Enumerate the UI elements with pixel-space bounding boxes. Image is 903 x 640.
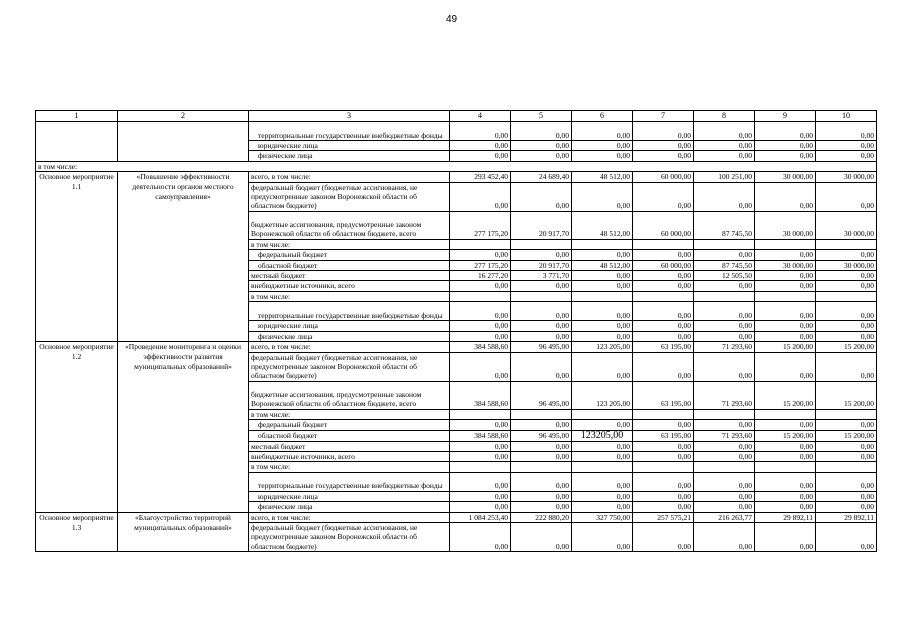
amount-cell: 71 293,60: [694, 381, 755, 409]
amount-cell: 0,00: [572, 491, 633, 501]
measure-name: «Благоустройство территорий муниципальных образований»: [118, 512, 249, 552]
funding-source-label: внебюджетные источники, всего: [249, 451, 450, 461]
amount-cell: 0,00: [633, 331, 694, 341]
amount-cell: 30 000,00: [816, 172, 877, 182]
amount-cell-empty: [694, 291, 755, 301]
funding-source-label: всего, в том числе:: [249, 512, 450, 522]
amount-cell: 0,00: [633, 281, 694, 291]
amount-cell: 0,00: [816, 451, 877, 461]
amount-cell: 0,00: [816, 472, 877, 491]
amount-cell: 0,00: [694, 472, 755, 491]
amount-cell: 0,00: [450, 522, 511, 551]
table-header-row: [36, 111, 877, 122]
column-header-5: 5: [511, 111, 572, 122]
amount-cell: 0,00: [816, 281, 877, 291]
table-body: [36, 111, 877, 552]
amount-cell: 0,00: [633, 522, 694, 551]
amount-cell: 0,00: [755, 141, 816, 151]
amount-cell: 0,00: [694, 441, 755, 451]
table-row: [36, 172, 877, 182]
amount-cell-empty: [816, 239, 877, 249]
amount-cell: 0,00: [450, 441, 511, 451]
amount-cell: 100 251,00: [694, 172, 755, 182]
amount-cell: 0,00: [694, 502, 755, 512]
amount-cell-empty: [694, 462, 755, 472]
amount-cell: 71 293,60: [694, 430, 755, 441]
funding-source-label: бюджетные ассигнования, предусмотренные законом Воронежской области об областном бюджете, всего: [249, 211, 450, 239]
amount-cell: 0,00: [511, 502, 572, 512]
column-header-8: 8: [694, 111, 755, 122]
funding-source-label: территориальные государственные внебюджетные фонды: [249, 122, 450, 141]
funding-source-label: юридические лица: [249, 321, 450, 331]
amount-cell-empty: [633, 409, 694, 419]
amount-cell: 277 175,20: [450, 260, 511, 270]
amount-cell: 0,00: [633, 250, 694, 260]
amount-cell: 0,00: [816, 321, 877, 331]
amount-cell-empty: [511, 409, 572, 419]
amount-cell: 20 917,70: [511, 260, 572, 270]
funding-source-label: в том числе:: [249, 239, 450, 249]
amount-cell: 0,00: [816, 271, 877, 281]
amount-cell: 0,00: [755, 441, 816, 451]
amount-cell: 60 000,00: [633, 172, 694, 182]
funding-source-label: в том числе:: [249, 409, 450, 419]
amount-cell: 0,00: [816, 502, 877, 512]
amount-cell: 0,00: [572, 420, 633, 430]
table-row: [36, 342, 877, 352]
funding-source-label: всего, в том числе:: [249, 342, 450, 352]
amount-cell: 0,00: [450, 420, 511, 430]
table-row: [36, 122, 877, 141]
amount-cell: 0,00: [816, 250, 877, 260]
measure-code: Основное мероприятие 1.1: [36, 172, 118, 342]
amount-cell-empty: [694, 409, 755, 419]
amount-cell: 123205,00: [572, 430, 633, 441]
amount-cell: 29 892,11: [816, 512, 877, 522]
amount-cell-empty: [755, 462, 816, 472]
amount-cell: 0,00: [816, 122, 877, 141]
amount-cell: 0,00: [450, 502, 511, 512]
amount-cell: 0,00: [755, 502, 816, 512]
amount-cell: 20 917,70: [511, 211, 572, 239]
measure-name-continued: [118, 122, 249, 162]
amount-cell: 0,00: [450, 472, 511, 491]
amount-cell: 0,00: [694, 151, 755, 161]
amount-cell: 0,00: [694, 182, 755, 211]
funding-source-label: областной бюджет: [249, 260, 450, 270]
amount-cell: 0,00: [572, 141, 633, 151]
funding-source-label: федеральный бюджет (бюджетные ассигнования, не предусмотренные законом Воронежской области об областном бюджете): [249, 522, 450, 551]
amount-cell: 277 175,20: [450, 211, 511, 239]
amount-cell: 0,00: [816, 182, 877, 211]
amount-cell-empty: [511, 239, 572, 249]
amount-cell: 0,00: [816, 491, 877, 501]
amount-cell: 96 495,00: [511, 430, 572, 441]
amount-cell: 24 689,40: [511, 172, 572, 182]
amount-cell: 0,00: [755, 122, 816, 141]
amount-cell: 0,00: [694, 420, 755, 430]
amount-cell: 0,00: [511, 302, 572, 321]
amount-cell: 0,00: [633, 271, 694, 281]
amount-cell: 0,00: [572, 281, 633, 291]
amount-cell: 0,00: [633, 491, 694, 501]
amount-cell: 0,00: [450, 302, 511, 321]
amount-cell: 15 200,00: [816, 381, 877, 409]
page-number: 49: [445, 14, 458, 25]
amount-cell: 0,00: [694, 122, 755, 141]
amount-cell: 0,00: [816, 420, 877, 430]
amount-cell: 87 745,50: [694, 260, 755, 270]
amount-cell: 0,00: [450, 250, 511, 260]
amount-cell: 257 575,21: [633, 512, 694, 522]
amount-cell: 48 512,00: [572, 172, 633, 182]
amount-cell: 0,00: [450, 151, 511, 161]
funding-source-label: федеральный бюджет (бюджетные ассигнования, не предусмотренные законом Воронежской области об областном бюджете): [249, 182, 450, 211]
amount-cell: 0,00: [755, 472, 816, 491]
amount-cell: 15 200,00: [755, 430, 816, 441]
amount-cell-empty: [816, 291, 877, 301]
amount-cell: 0,00: [633, 451, 694, 461]
amount-cell: 0,00: [511, 151, 572, 161]
amount-cell: 0,00: [755, 321, 816, 331]
amount-cell-empty: [755, 409, 816, 419]
funding-source-label: юридические лица: [249, 141, 450, 151]
funding-source-label: местный бюджет: [249, 441, 450, 451]
amount-cell: 0,00: [511, 141, 572, 151]
funding-source-label: территориальные государственные внебюджетные фонды: [249, 472, 450, 491]
amount-cell-empty: [755, 291, 816, 301]
amount-cell: 0,00: [694, 250, 755, 260]
amount-cell: 0,00: [511, 491, 572, 501]
amount-cell: 0,00: [450, 122, 511, 141]
amount-cell: 0,00: [511, 451, 572, 461]
amount-cell: 384 588,60: [450, 430, 511, 441]
amount-cell: 15 200,00: [816, 430, 877, 441]
amount-cell: 0,00: [755, 182, 816, 211]
funding-source-label: внебюджетные источники, всего: [249, 281, 450, 291]
column-header-7: 7: [633, 111, 694, 122]
budget-table-container: [35, 110, 877, 552]
column-header-3: 3: [249, 111, 450, 122]
amount-cell-empty: [694, 239, 755, 249]
amount-cell: 60 000,00: [633, 260, 694, 270]
table-row: [36, 161, 877, 171]
amount-cell: 0,00: [511, 522, 572, 551]
amount-cell: 0,00: [694, 321, 755, 331]
measure-name: «Повышение эффективности деятельности органов местного самоуправления»: [118, 172, 249, 342]
funding-source-label: физические лица: [249, 502, 450, 512]
amount-cell: 0,00: [633, 182, 694, 211]
amount-cell: 3 771,70: [511, 271, 572, 281]
amount-cell: 63 195,00: [633, 381, 694, 409]
amount-cell: 0,00: [572, 502, 633, 512]
funding-source-label: федеральный бюджет (бюджетные ассигнования, не предусмотренные законом Воронежской области об областном бюджете): [249, 352, 450, 381]
funding-source-label: юридические лица: [249, 491, 450, 501]
amount-cell: 0,00: [572, 250, 633, 260]
amount-cell: 0,00: [633, 141, 694, 151]
amount-cell: 0,00: [633, 151, 694, 161]
amount-cell: 0,00: [572, 352, 633, 381]
amount-cell: 0,00: [694, 451, 755, 461]
amount-cell: 0,00: [511, 331, 572, 341]
amount-cell: 0,00: [694, 522, 755, 551]
amount-cell: 48 512,00: [572, 260, 633, 270]
table-row: [36, 512, 877, 522]
amount-cell: 0,00: [755, 271, 816, 281]
amount-cell-empty: [755, 239, 816, 249]
amount-cell: 63 195,00: [633, 430, 694, 441]
amount-cell: 0,00: [694, 352, 755, 381]
amount-cell: 30 000,00: [755, 211, 816, 239]
amount-cell: 0,00: [633, 321, 694, 331]
amount-cell: 12 505,50: [694, 271, 755, 281]
amount-cell: 0,00: [450, 182, 511, 211]
amount-cell-empty: [633, 291, 694, 301]
amount-cell: 0,00: [816, 302, 877, 321]
amount-cell-empty: [816, 462, 877, 472]
amount-cell: 0,00: [572, 441, 633, 451]
amount-cell: 0,00: [755, 491, 816, 501]
column-header-9: 9: [755, 111, 816, 122]
amount-cell: 0,00: [450, 451, 511, 461]
amount-cell-empty: [450, 291, 511, 301]
amount-cell: 123 205,00: [572, 342, 633, 352]
amount-cell: 0,00: [572, 271, 633, 281]
amount-cell: 0,00: [633, 472, 694, 491]
amount-cell: 0,00: [511, 420, 572, 430]
funding-source-label: в том числе:: [249, 462, 450, 472]
amount-cell: 123 205,00: [572, 381, 633, 409]
amount-cell: 0,00: [572, 522, 633, 551]
amount-cell: 0,00: [816, 441, 877, 451]
amount-cell: 0,00: [694, 331, 755, 341]
amount-cell: 15 200,00: [755, 342, 816, 352]
amount-cell-empty: [572, 239, 633, 249]
amount-cell: 0,00: [755, 331, 816, 341]
column-header-10: 10: [816, 111, 877, 122]
amount-cell-empty: [450, 239, 511, 249]
amount-cell: 0,00: [694, 302, 755, 321]
amount-cell: 0,00: [572, 321, 633, 331]
amount-cell-empty: [816, 409, 877, 419]
funding-source-label: федеральный бюджет: [249, 420, 450, 430]
amount-cell: 0,00: [511, 122, 572, 141]
amount-cell-empty: [633, 239, 694, 249]
measure-code: Основное мероприятие 1.2: [36, 342, 118, 512]
amount-cell: 0,00: [511, 182, 572, 211]
amount-cell: 0,00: [511, 281, 572, 291]
amount-cell: 0,00: [572, 472, 633, 491]
column-header-4: 4: [450, 111, 511, 122]
amount-cell: 222 880,20: [511, 512, 572, 522]
amount-cell-empty: [450, 462, 511, 472]
amount-cell: 0,00: [450, 281, 511, 291]
amount-cell: 0,00: [755, 250, 816, 260]
amount-cell: 16 277,20: [450, 271, 511, 281]
amount-cell: 63 195,00: [633, 342, 694, 352]
amount-cell: 0,00: [450, 352, 511, 381]
amount-cell: 0,00: [572, 151, 633, 161]
amount-cell: 0,00: [511, 472, 572, 491]
amount-cell: 1 084 253,40: [450, 512, 511, 522]
amount-cell: 216 263,77: [694, 512, 755, 522]
amount-cell: 0,00: [755, 151, 816, 161]
amount-cell: 30 000,00: [755, 172, 816, 182]
amount-cell: 0,00: [633, 441, 694, 451]
funding-source-label: местный бюджет: [249, 271, 450, 281]
measure-name: «Проведение мониторинга и оценки эффективности развития муниципальных образований»: [118, 342, 249, 512]
amount-cell: 71 293,60: [694, 342, 755, 352]
amount-cell-empty: [450, 409, 511, 419]
amount-cell-empty: [633, 462, 694, 472]
funding-source-label: в том числе:: [249, 291, 450, 301]
amount-cell: 0,00: [755, 522, 816, 551]
column-header-2: 2: [118, 111, 249, 122]
amount-cell: 87 745,50: [694, 211, 755, 239]
amount-cell: 48 512,00: [572, 211, 633, 239]
amount-cell: 384 588,60: [450, 342, 511, 352]
amount-cell: 0,00: [572, 302, 633, 321]
amount-cell: 29 892,11: [755, 512, 816, 522]
amount-cell: 0,00: [633, 352, 694, 381]
measure-code: Основное мероприятие 1.3: [36, 512, 118, 552]
amount-cell: 0,00: [511, 352, 572, 381]
amount-cell: 0,00: [450, 491, 511, 501]
amount-cell: 0,00: [816, 331, 877, 341]
amount-cell: 0,00: [755, 420, 816, 430]
amount-cell: 0,00: [572, 451, 633, 461]
funding-source-label: бюджетные ассигнования, предусмотренные законом Воронежской области об областном бюджете, всего: [249, 381, 450, 409]
amount-cell: 0,00: [694, 281, 755, 291]
amount-cell: 0,00: [755, 451, 816, 461]
column-header-6: 6: [572, 111, 633, 122]
funding-source-label: всего, в том числе:: [249, 172, 450, 182]
amount-cell: 0,00: [694, 141, 755, 151]
amount-cell: 0,00: [572, 331, 633, 341]
amount-cell: 30 000,00: [755, 260, 816, 270]
amount-cell: 384 588,60: [450, 381, 511, 409]
amount-cell: 0,00: [755, 302, 816, 321]
measure-code-continued: [36, 122, 118, 162]
amount-cell: 96 495,00: [511, 342, 572, 352]
amount-cell: 0,00: [511, 250, 572, 260]
column-header-1: 1: [36, 111, 118, 122]
amount-cell: 30 000,00: [816, 260, 877, 270]
amount-cell: 0,00: [511, 441, 572, 451]
amount-cell-empty: [572, 291, 633, 301]
funding-source-label: федеральный бюджет: [249, 250, 450, 260]
amount-cell: 0,00: [572, 122, 633, 141]
funding-source-label: территориальные государственные внебюджетные фонды: [249, 302, 450, 321]
amount-cell: 15 200,00: [816, 342, 877, 352]
amount-cell: 0,00: [816, 352, 877, 381]
amount-cell: 0,00: [450, 321, 511, 331]
amount-cell: 0,00: [633, 122, 694, 141]
amount-cell: 0,00: [511, 321, 572, 331]
section-label: в том числе:: [36, 161, 877, 171]
amount-cell: 0,00: [633, 502, 694, 512]
amount-cell: 30 000,00: [816, 211, 877, 239]
budget-table: [35, 110, 877, 552]
amount-cell-empty: [572, 462, 633, 472]
amount-cell: 60 000,00: [633, 211, 694, 239]
funding-source-label: областной бюджет: [249, 430, 450, 441]
amount-cell-empty: [511, 462, 572, 472]
amount-cell: 327 750,00: [572, 512, 633, 522]
amount-cell: 0,00: [816, 151, 877, 161]
amount-cell-empty: [511, 291, 572, 301]
funding-source-label: физические лица: [249, 331, 450, 341]
amount-cell: 0,00: [816, 141, 877, 151]
amount-cell: 0,00: [572, 182, 633, 211]
funding-source-label: физические лица: [249, 151, 450, 161]
amount-cell: 0,00: [633, 420, 694, 430]
amount-cell: 0,00: [755, 352, 816, 381]
amount-cell: 0,00: [694, 491, 755, 501]
amount-cell: 15 200,00: [755, 381, 816, 409]
amount-cell-empty: [572, 409, 633, 419]
amount-cell: 0,00: [633, 302, 694, 321]
amount-cell: 0,00: [450, 141, 511, 151]
amount-cell: 293 452,40: [450, 172, 511, 182]
amount-cell: 0,00: [450, 331, 511, 341]
amount-cell: 0,00: [755, 281, 816, 291]
amount-cell: 96 495,00: [511, 381, 572, 409]
amount-cell: 0,00: [816, 522, 877, 551]
